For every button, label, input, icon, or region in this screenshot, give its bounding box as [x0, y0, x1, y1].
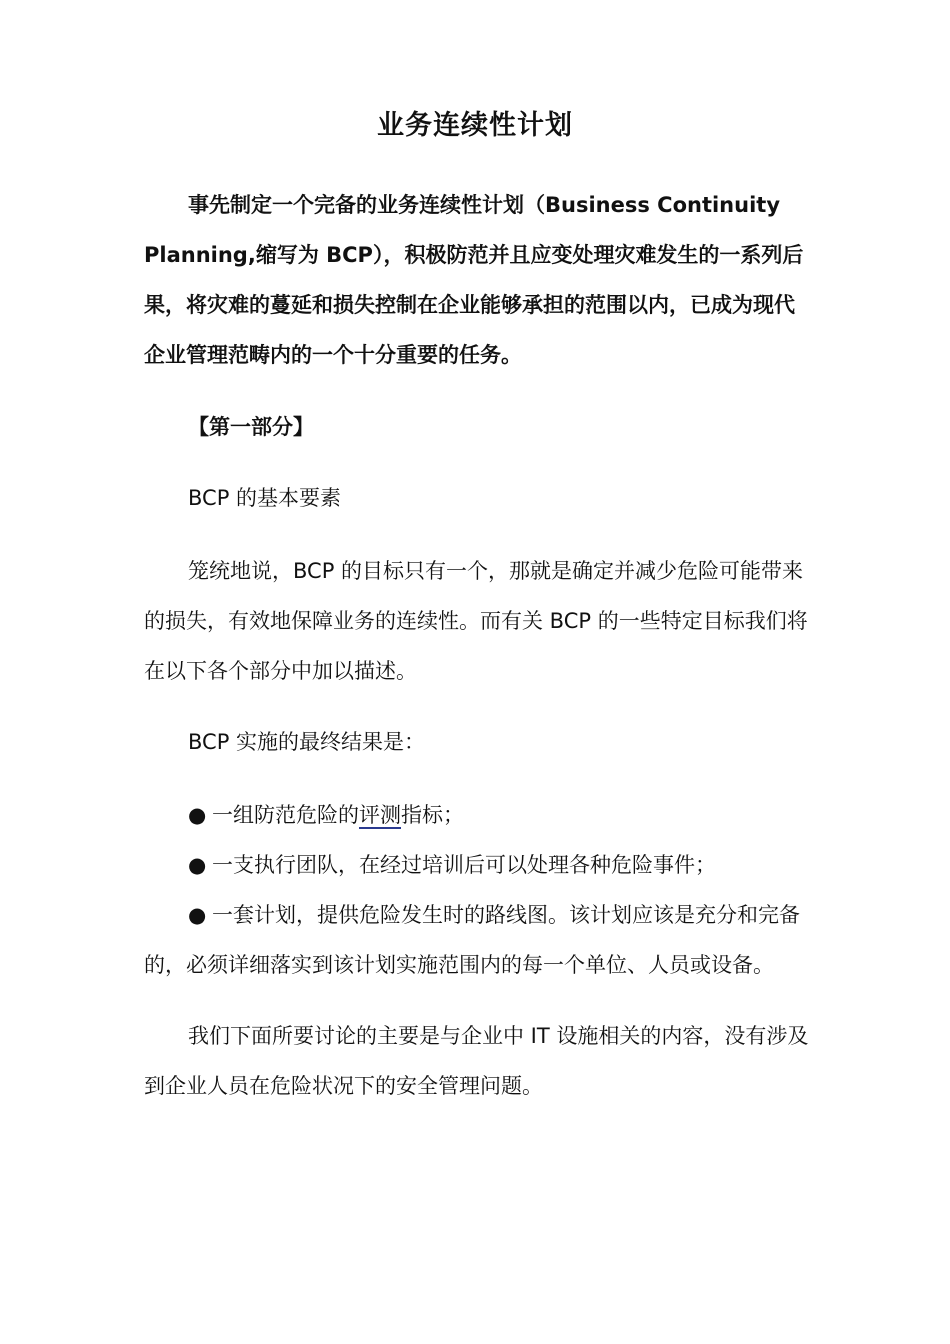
list-item-text-suffix: 指标； [401, 803, 464, 827]
section-label: 【第一部分】 [188, 415, 314, 439]
body-paragraph-goal: 笼统地说，BCP 的目标只有一个，那就是确定并减少危险可能带来的损失，有效地保障业务的连续性。而有关 BCP 的一些特定目标我们将在以下各个部分中加以描述。 [144, 559, 808, 683]
list-item [144, 890, 810, 990]
list-item-text-underlined: 评测 [359, 803, 401, 827]
list-item [144, 790, 810, 840]
list-item [144, 840, 810, 890]
intro-paragraph: 事先制定一个完备的业务连续性计划（Business Continuity Planning,缩写为 BCP），积极防范并且应变处理灾难发生的一系列后果，将灾难的蔓延和损失控制在企业能够承担的范围以内，已成为现代企业管理范畴内的一个十分重要的任务。 [144, 193, 804, 367]
section-subheading: BCP 的基本要素 [188, 486, 342, 510]
results-bullet-list [144, 790, 810, 990]
document-title: 业务连续性计划 [377, 110, 573, 141]
body-paragraph-scope: 我们下面所要讨论的主要是与企业中 IT 设施相关的内容，没有涉及到企业人员在危险状况下的安全管理问题。 [144, 1024, 809, 1098]
list-item-text: 一套计划，提供危险发生时的路线图。该计划应该是充分和完备的，必须详细落实到该计划实施范围内的每一个单位、人员或设备。 [144, 903, 800, 977]
list-item-text-prefix: 一组防范危险的 [212, 803, 359, 827]
bullet-icon: ● [188, 853, 207, 877]
body-paragraph-results-intro: BCP 实施的最终结果是： [188, 730, 426, 754]
bullet-icon: ● [188, 903, 207, 927]
list-item-text: 一支执行团队，在经过培训后可以处理各种危险事件； [212, 853, 716, 877]
bullet-icon: ● [188, 803, 207, 827]
